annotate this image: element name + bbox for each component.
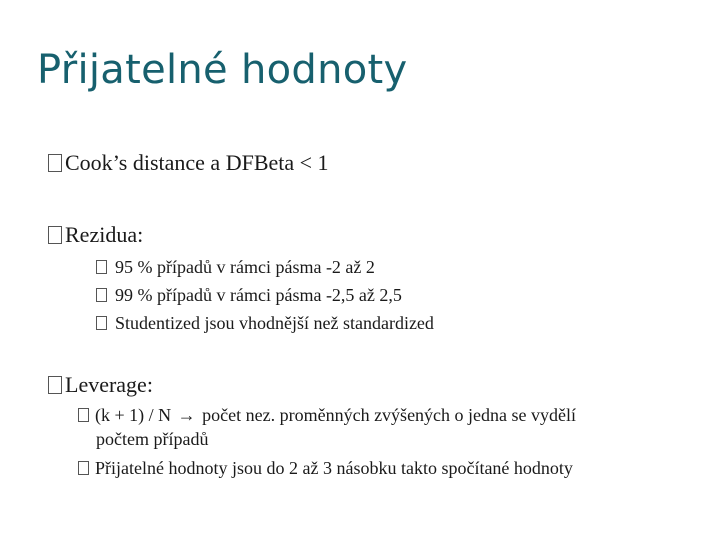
bullet-text: Cook’s distance a DFBeta < 1 bbox=[65, 150, 329, 175]
bullet-box-icon bbox=[48, 154, 62, 172]
subbullet-text: počet nez. proměnných zvýšených o jedna se vydělí bbox=[202, 405, 577, 425]
subbullet-item bbox=[96, 285, 402, 307]
bullet-box-icon bbox=[96, 288, 107, 302]
subbullet-text: Přijatelné hodnoty jsou do 2 až 3 násobku takto spočítané hodnoty bbox=[95, 458, 573, 478]
subbullet-text: Studentized jsou vhodnější než standardized bbox=[115, 313, 434, 333]
bullet-box-icon bbox=[78, 408, 89, 422]
bullet-box-icon bbox=[78, 461, 89, 475]
bullet-text: Rezidua: bbox=[65, 222, 144, 247]
bullet-text: Leverage: bbox=[65, 372, 153, 397]
subbullet-text: 95 % případů v rámci pásma -2 až 2 bbox=[115, 257, 375, 277]
formula-text: (k + 1) / N bbox=[95, 405, 172, 425]
subbullet-item bbox=[78, 458, 573, 480]
subbullet-item bbox=[96, 257, 375, 279]
bullet-box-icon bbox=[48, 376, 62, 394]
right-arrow-icon: → bbox=[177, 405, 196, 425]
subbullet-continuation: počtem případů bbox=[96, 429, 209, 449]
subbullet-text: 99 % případů v rámci pásma -2,5 až 2,5 bbox=[115, 285, 402, 305]
bullet-cooks-distance bbox=[48, 150, 329, 176]
bullet-box-icon bbox=[96, 260, 107, 274]
bullet-box-icon bbox=[96, 316, 107, 330]
subbullet-item bbox=[96, 313, 434, 335]
slide-title: Přijatelné hodnoty bbox=[37, 47, 408, 93]
bullet-rezidua bbox=[48, 222, 143, 248]
subbullet-item bbox=[78, 405, 576, 427]
bullet-leverage bbox=[48, 372, 153, 398]
bullet-box-icon bbox=[48, 226, 62, 244]
